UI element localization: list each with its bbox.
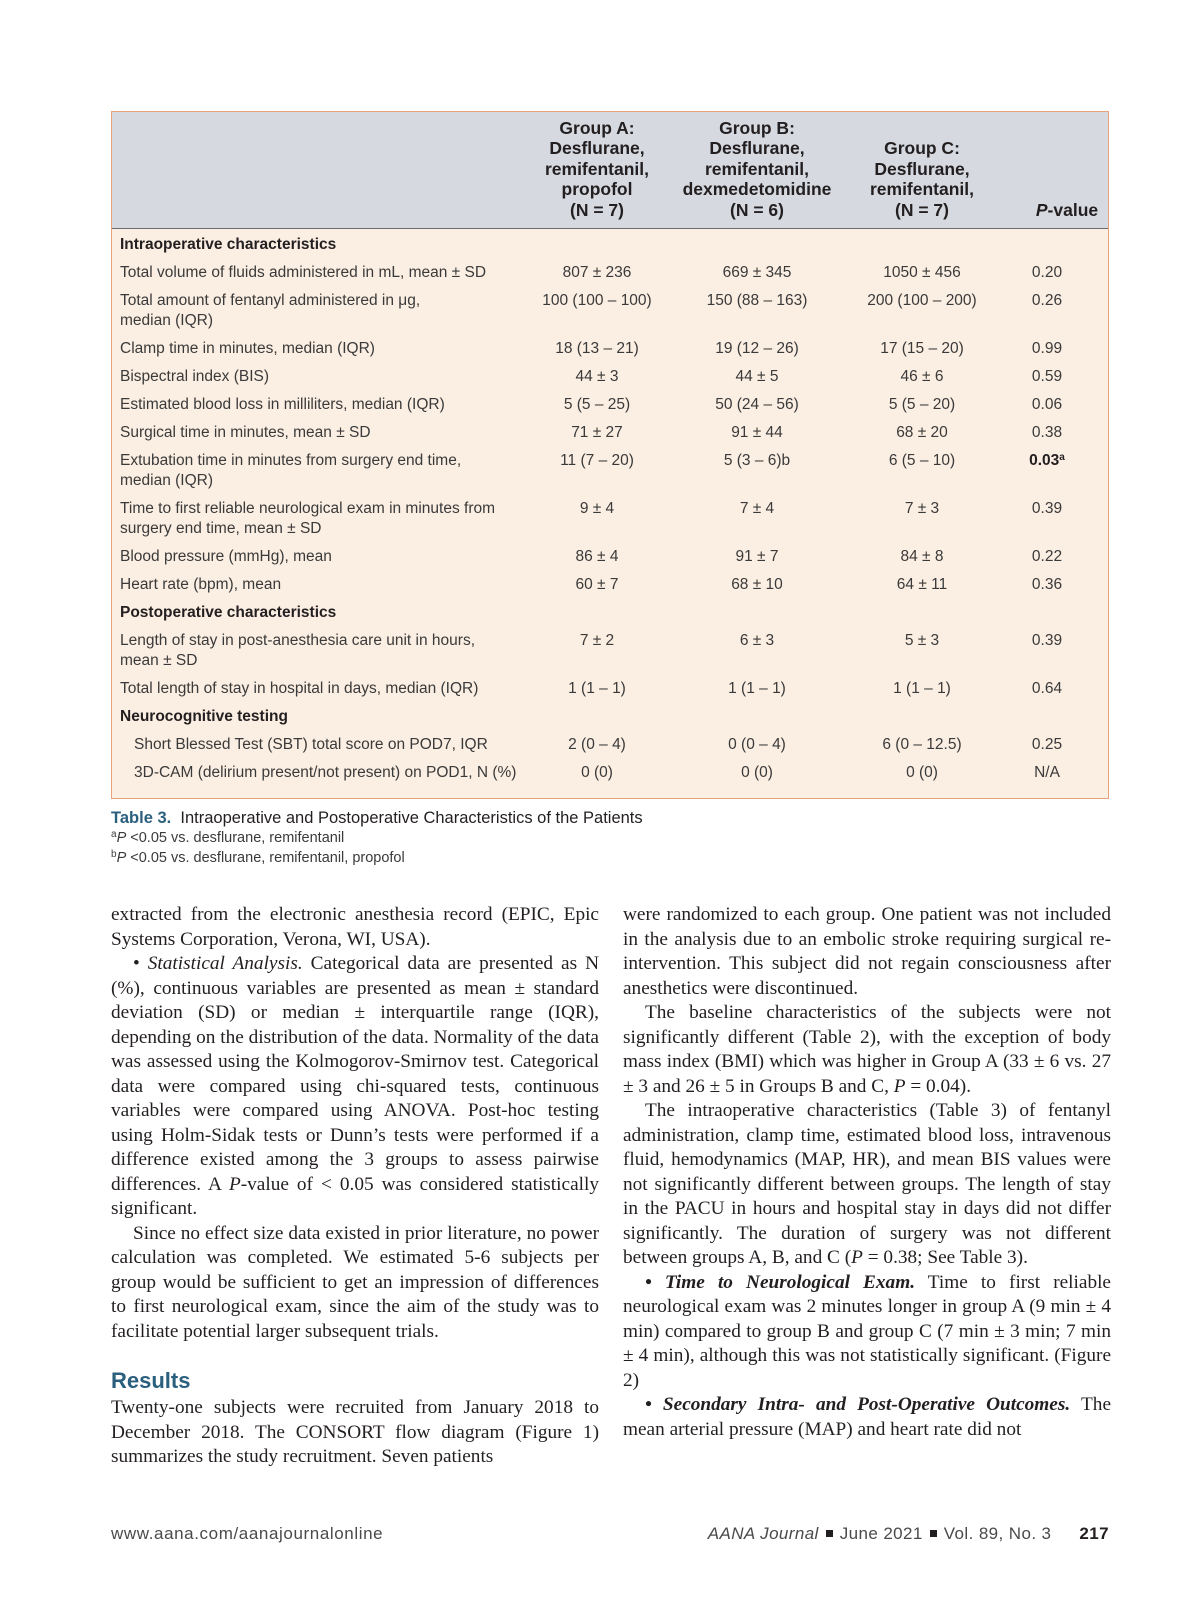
- footnote-a-p: P: [116, 830, 127, 846]
- paragraph: were randomized to each group. One patient was not included in the analysis due to an embolic stroke requiring surgical re-intervention. This subject did not regain consciousness after anesthetics were discontinued.: [623, 904, 1111, 999]
- cell-group-c: 200 (100 – 200): [867, 292, 977, 309]
- cell-group-b: 7 ± 4: [739, 500, 775, 517]
- footnote-a-text: <0.05 vs. desflurane, remifentanil: [130, 830, 345, 846]
- cell-group-b: 5 (3 – 6)b: [723, 452, 791, 469]
- text-run: The mean arterial pressure (MAP) and heart rate did not: [623, 1394, 1112, 1440]
- text-run: -value of < 0.05 was considered statistically significant.: [111, 1173, 599, 1219]
- cell-group-b: 91 ± 44: [731, 424, 783, 441]
- row-label: Short Blessed Test (SBT) total score on POD7, IQR: [134, 736, 488, 753]
- row-label: Total length of stay in hospital in days, median (IQR): [120, 680, 479, 697]
- row-label: Total volume of fluids administered in mL, mean ± SD: [120, 264, 487, 281]
- footnote-b: [111, 848, 1111, 868]
- header-group-b: [672, 118, 842, 221]
- cell-group-b: 6 ± 3: [739, 632, 775, 649]
- cell-group-a: 44 ± 3: [575, 368, 619, 385]
- paragraph: extracted from the electronic anesthesia record (EPIC, Epic Systems Corporation, Verona, WI, USA).: [111, 904, 599, 950]
- text-run: The intraoperative characteristics (Table 3) of fentanyl administration, clamp time, estimated blood loss, intravenous fluid, hemodynamics (MAP, HR), and mean BIS values were not significantly different between groups. The length of stay in the PACU in hours and hospital stay in days did not differ significantly. The duration of surgery was not different between groups A, B, and C (: [623, 1100, 1111, 1268]
- run-in-heading: Statistical Analysis.: [147, 953, 303, 974]
- cell-group-a: 9 ± 4: [579, 500, 615, 517]
- header-p-italic: P: [1035, 199, 1048, 220]
- cell-group-a: 2 (0 – 4): [568, 736, 626, 753]
- header-line: dexmedetomidine: [682, 179, 832, 199]
- header-line: Desflurane,: [874, 158, 970, 179]
- text-column-right: [623, 903, 1111, 1442]
- cell-group-c: 1050 ± 456: [883, 264, 961, 281]
- section-heading-results: Results: [111, 1368, 191, 1393]
- row-label: Bispectral index (BIS): [120, 368, 270, 385]
- caption-label: Table 3.: [111, 809, 172, 827]
- header-line: (N = 7): [570, 199, 624, 220]
- page-number: 217: [1079, 1524, 1109, 1543]
- header-pvalue: [1012, 200, 1122, 221]
- cell-group-c: 46 ± 6: [900, 368, 944, 385]
- text-column-left: [111, 903, 599, 1470]
- cell-group-a: 1 (1 – 1): [568, 680, 626, 697]
- footnote-a: [111, 828, 1111, 848]
- cell-group-c: 68 ± 20: [896, 424, 948, 441]
- cell-group-c: 6 (0 – 12.5): [882, 736, 962, 753]
- cell-group-c: 1 (1 – 1): [893, 680, 951, 697]
- cell-pvalue: 0.39: [1031, 632, 1063, 649]
- text-run: The baseline characteristics of the subjects were not significantly different (Table 2), with the exception of body mass index (BMI) which was higher in Group A (33 ± 6 vs. 27 ± 3 and 26 ± 5 in Groups B and C,: [623, 1002, 1111, 1097]
- italic-p: P: [228, 1173, 241, 1195]
- cell-group-b: 68 ± 10: [731, 576, 783, 593]
- row-label: 3D-CAM (delirium present/not present) on POD1, N (%): [134, 764, 517, 781]
- row-label: Blood pressure (mmHg), mean: [120, 548, 332, 565]
- italic-p: P: [851, 1247, 863, 1268]
- section-title-postoperative: Postoperative characteristics: [120, 604, 337, 621]
- cell-pvalue: 0.25: [1031, 736, 1063, 753]
- cell-group-b: 669 ± 345: [722, 264, 792, 281]
- cell-pvalue: 0.20: [1031, 264, 1063, 281]
- cell-group-b: 150 (88 – 163): [706, 292, 808, 309]
- cell-group-c: 0 (0): [906, 764, 938, 781]
- issue-date: June 2021: [839, 1524, 923, 1543]
- header-line: remifentanil,: [869, 179, 975, 199]
- cell-pvalue: 0.64: [1031, 680, 1063, 697]
- footer-citation: [708, 1524, 1109, 1544]
- footnote-a-mark: a: [111, 829, 117, 840]
- cell-pvalue: 0.06: [1031, 396, 1063, 413]
- footnote-b-mark: b: [111, 849, 117, 860]
- pvalue-number: 0.03: [1029, 452, 1060, 469]
- cell-pvalue: 0.39: [1031, 500, 1063, 517]
- footer-url[interactable]: www.aana.com/aanajournalonline: [111, 1524, 384, 1543]
- cell-pvalue-significant: [992, 451, 1102, 471]
- cell-group-a: 11 (7 – 20): [560, 452, 634, 469]
- row-label: Extubation time in minutes from surgery end time, median (IQR): [120, 452, 462, 489]
- header-line: propofol: [561, 179, 633, 199]
- cell-group-c: 5 (5 – 20): [888, 396, 956, 413]
- journal-name: AANA Journal: [707, 1524, 819, 1543]
- cell-group-a: 807 ± 236: [562, 264, 632, 281]
- header-line: Group A:: [559, 117, 635, 138]
- pvalue-footnote-mark: a: [1059, 452, 1065, 463]
- table-header: [112, 112, 1108, 229]
- text-run: Time to first reliable neurological exam was 2 minutes longer in group A (9 min ± 4 min) compared to group B and group C (7 min ± 3 min; 7 min ± 4 min), although this was not statistically significant. (Figure 2): [623, 1271, 1111, 1391]
- caption-title-line: [111, 808, 1111, 828]
- table-caption: [111, 808, 1111, 868]
- cell-group-b: 50 (24 – 56): [715, 396, 799, 413]
- footnote-b-p: P: [116, 850, 127, 866]
- row-label: Length of stay in post-anesthesia care unit in hours, mean ± SD: [120, 632, 475, 669]
- cell-pvalue: 0.36: [1031, 576, 1063, 593]
- paragraph-statistical-analysis: [111, 952, 599, 1222]
- cell-group-a: 71 ± 27: [571, 424, 623, 441]
- run-in-heading: • Time to Neurological Exam.: [645, 1271, 916, 1293]
- header-line: Desflurane,: [549, 138, 645, 158]
- bullet: •: [133, 953, 148, 974]
- row-label: Heart rate (bpm), mean: [120, 576, 282, 593]
- header-line: Desflurane,: [709, 138, 805, 158]
- header-line: (N = 6): [730, 199, 784, 220]
- header-line: remifentanil,: [704, 158, 810, 179]
- section-title-intraoperative: Intraoperative characteristics: [120, 236, 337, 253]
- paragraph: Twenty-one subjects were recruited from January 2018 to December 2018. The CONSORT flow diagram (Figure 1) summarizes the study recruitment. Seven patients: [111, 1397, 599, 1467]
- paragraph: [623, 1099, 1111, 1271]
- row-label: Estimated blood loss in milliliters, median (IQR): [120, 396, 445, 413]
- header-group-c: [850, 138, 994, 220]
- cell-pvalue: N/A: [1034, 764, 1060, 781]
- caption-title: Intraoperative and Postoperative Characteristics of the Patients: [180, 809, 643, 827]
- cell-pvalue: 0.22: [1031, 548, 1063, 565]
- separator-square-icon: [930, 1530, 937, 1537]
- header-p-rest: -value: [1047, 199, 1099, 220]
- cell-group-b: 1 (1 – 1): [728, 680, 786, 697]
- section-title-neurocognitive: Neurocognitive testing: [120, 708, 288, 725]
- cell-pvalue: 0.38: [1031, 424, 1063, 441]
- paragraph-secondary-outcomes: [623, 1393, 1111, 1442]
- cell-group-b: 0 (0 – 4): [728, 736, 786, 753]
- cell-group-a: 5 (5 – 25): [563, 396, 631, 413]
- header-group-a: [532, 118, 662, 221]
- text-run: Categorical data are presented as N (%), continuous variables are presented as mean ± standard deviation (SD) or median ± interquartile range (IQR), depending on the distribution of the data. Normality of the data was assessed using the Kolmogorov-Smirnov test. Categorical data were compared using chi-squared tests, continuous variables were compared using ANOVA. Post-hoc testing using Holm-Sidak tests or Dunn’s tests were performed if a difference existed among the 3 groups to assess pairwise differences. A: [111, 953, 599, 1195]
- cell-group-a: 86 ± 4: [575, 548, 619, 565]
- row-label: Clamp time in minutes, median (IQR): [120, 340, 375, 357]
- cell-group-a: 0 (0): [581, 764, 613, 781]
- data-table: [111, 111, 1109, 799]
- cell-group-a: 7 ± 2: [579, 632, 615, 649]
- cell-group-b: 44 ± 5: [735, 368, 779, 385]
- cell-group-c: 64 ± 11: [896, 576, 948, 593]
- cell-group-b: 19 (12 – 26): [715, 340, 799, 357]
- cell-group-b: 0 (0): [741, 764, 773, 781]
- cell-group-b: 91 ± 7: [735, 548, 779, 565]
- header-line: (N = 7): [895, 199, 949, 220]
- separator-square-icon: [826, 1530, 833, 1537]
- cell-group-c: 5 ± 3: [904, 632, 940, 649]
- cell-group-a: 18 (13 – 21): [555, 340, 639, 357]
- cell-group-c: 6 (5 – 10): [888, 452, 956, 469]
- header-line: Group C:: [884, 138, 960, 158]
- header-line: remifentanil,: [544, 158, 650, 179]
- cell-group-a: 100 (100 – 100): [542, 292, 652, 309]
- cell-group-a: 60 ± 7: [575, 576, 619, 593]
- paragraph-time-to-neuro-exam: [623, 1271, 1111, 1394]
- footnote-b-text: <0.05 vs. desflurane, remifentanil, propofol: [130, 850, 405, 866]
- row-label: Time to first reliable neurological exam in minutes from surgery end time, mean ± SD: [120, 500, 496, 537]
- volume-issue: Vol. 89, No. 3: [943, 1524, 1052, 1543]
- header-line: Group B:: [719, 117, 795, 138]
- cell-group-c: 17 (15 – 20): [880, 340, 964, 357]
- cell-group-c: 84 ± 8: [900, 548, 944, 565]
- run-in-heading: • Secondary Intra- and Post-Operative Outcomes.: [645, 1394, 1071, 1415]
- cell-pvalue: 0.26: [1031, 292, 1063, 309]
- paragraph: [623, 1001, 1111, 1099]
- row-label: Total amount of fentanyl administered in μg, median (IQR): [120, 292, 421, 329]
- paragraph: Since no effect size data existed in prior literature, no power calculation was completed. We estimated 5-6 subjects per group would be sufficient to get an impression of differences to first neurological exam, since the aim of the study was to facilitate potential larger subsequent trials.: [111, 1222, 599, 1342]
- text-run: = 0.04).: [905, 1075, 972, 1097]
- text-run: = 0.38; See Table 3).: [862, 1247, 1028, 1268]
- row-label: Surgical time in minutes, mean ± SD: [120, 424, 371, 441]
- italic-p: P: [893, 1075, 906, 1097]
- cell-pvalue: 0.99: [1031, 340, 1063, 357]
- cell-group-c: 7 ± 3: [904, 500, 940, 517]
- cell-pvalue: 0.59: [1031, 368, 1063, 385]
